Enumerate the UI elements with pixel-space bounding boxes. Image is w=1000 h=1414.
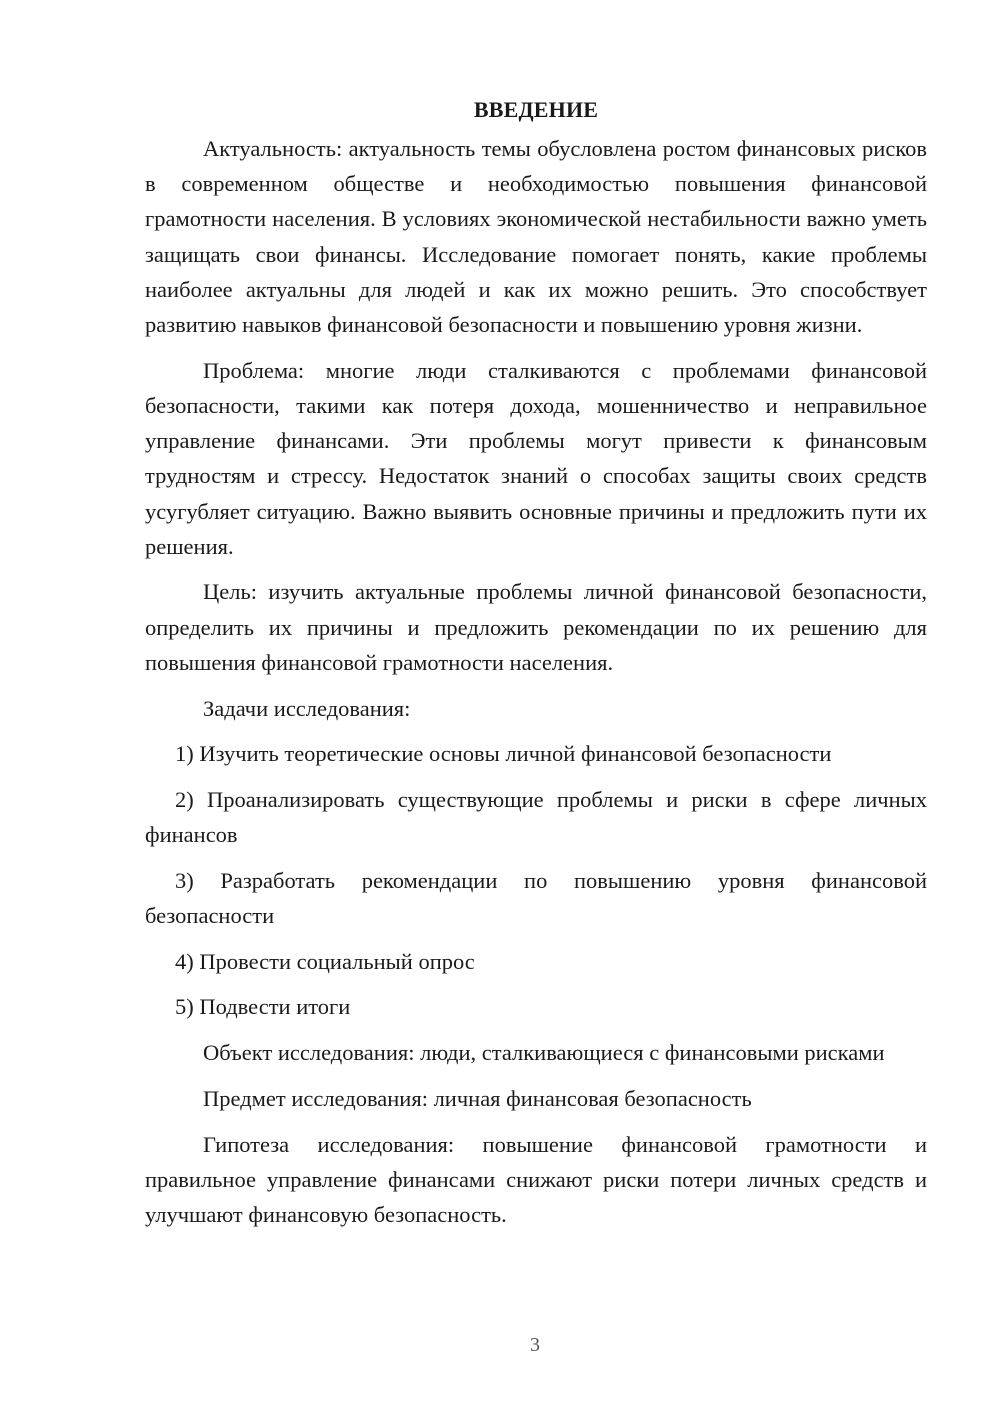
relevance-paragraph: Актуальность: актуальность темы обусловлена ростом финансовых рисков в современном обществе и необходимостью повышения финансовой грамотности населения. В условиях экономической нестабильности важно уметь защищать свои финансы. Исследование помогает понять, какие проблемы наиболее актуальны для людей и как их можно решить. Это способствует развитию навыков финансовой безопасности и повышению уровня жизни. xyxy=(145,136,927,338)
task-item-2: 2) Проанализировать существующие проблемы и риски в сфере личных финансов xyxy=(145,786,927,848)
task-item-1: 1) Изучить теоретические основы личной финансовой безопасности xyxy=(175,741,832,767)
document-page xyxy=(145,92,927,1243)
goal-paragraph: Цель: изучить актуальные проблемы личной финансовой безопасности, определить их причины и предложить рекомендации по их решению для повышения финансовой грамотности населения. xyxy=(145,579,927,675)
object-paragraph: Объект исследования: люди, сталкивающиеся с финансовыми рисками xyxy=(203,1040,885,1066)
subject-paragraph: Предмет исследования: личная финансовая безопасность xyxy=(203,1085,752,1111)
problem-paragraph: Проблема: многие люди сталкиваются с проблемами финансовой безопасности, такими как потеря дохода, мошенничество и неправильное управление финансами. Эти проблемы могут привести к финансовым трудностям и стрессу. Недостаток знаний о способах защиты своих средств усугубляет ситуацию. Важно выявить основные причины и предложить пути их решения. xyxy=(145,357,927,559)
tasks-heading: Задачи исследования: xyxy=(203,695,411,721)
task-item-3: 3) Разработать рекомендации по повышению уровня финансовой безопасности xyxy=(145,867,927,929)
page-number: 3 xyxy=(530,1334,540,1356)
page-title: ВВЕДЕНИЕ xyxy=(473,97,599,122)
hypothesis-paragraph: Гипотеза исследования: повышение финансовой грамотности и правильное управление финансами снижают риски потери личных средств и улучшают финансовую безопасность. xyxy=(145,1131,927,1227)
task-item-4: 4) Провести социальный опрос xyxy=(175,948,475,974)
task-item-5: 5) Подвести итоги xyxy=(175,994,351,1020)
